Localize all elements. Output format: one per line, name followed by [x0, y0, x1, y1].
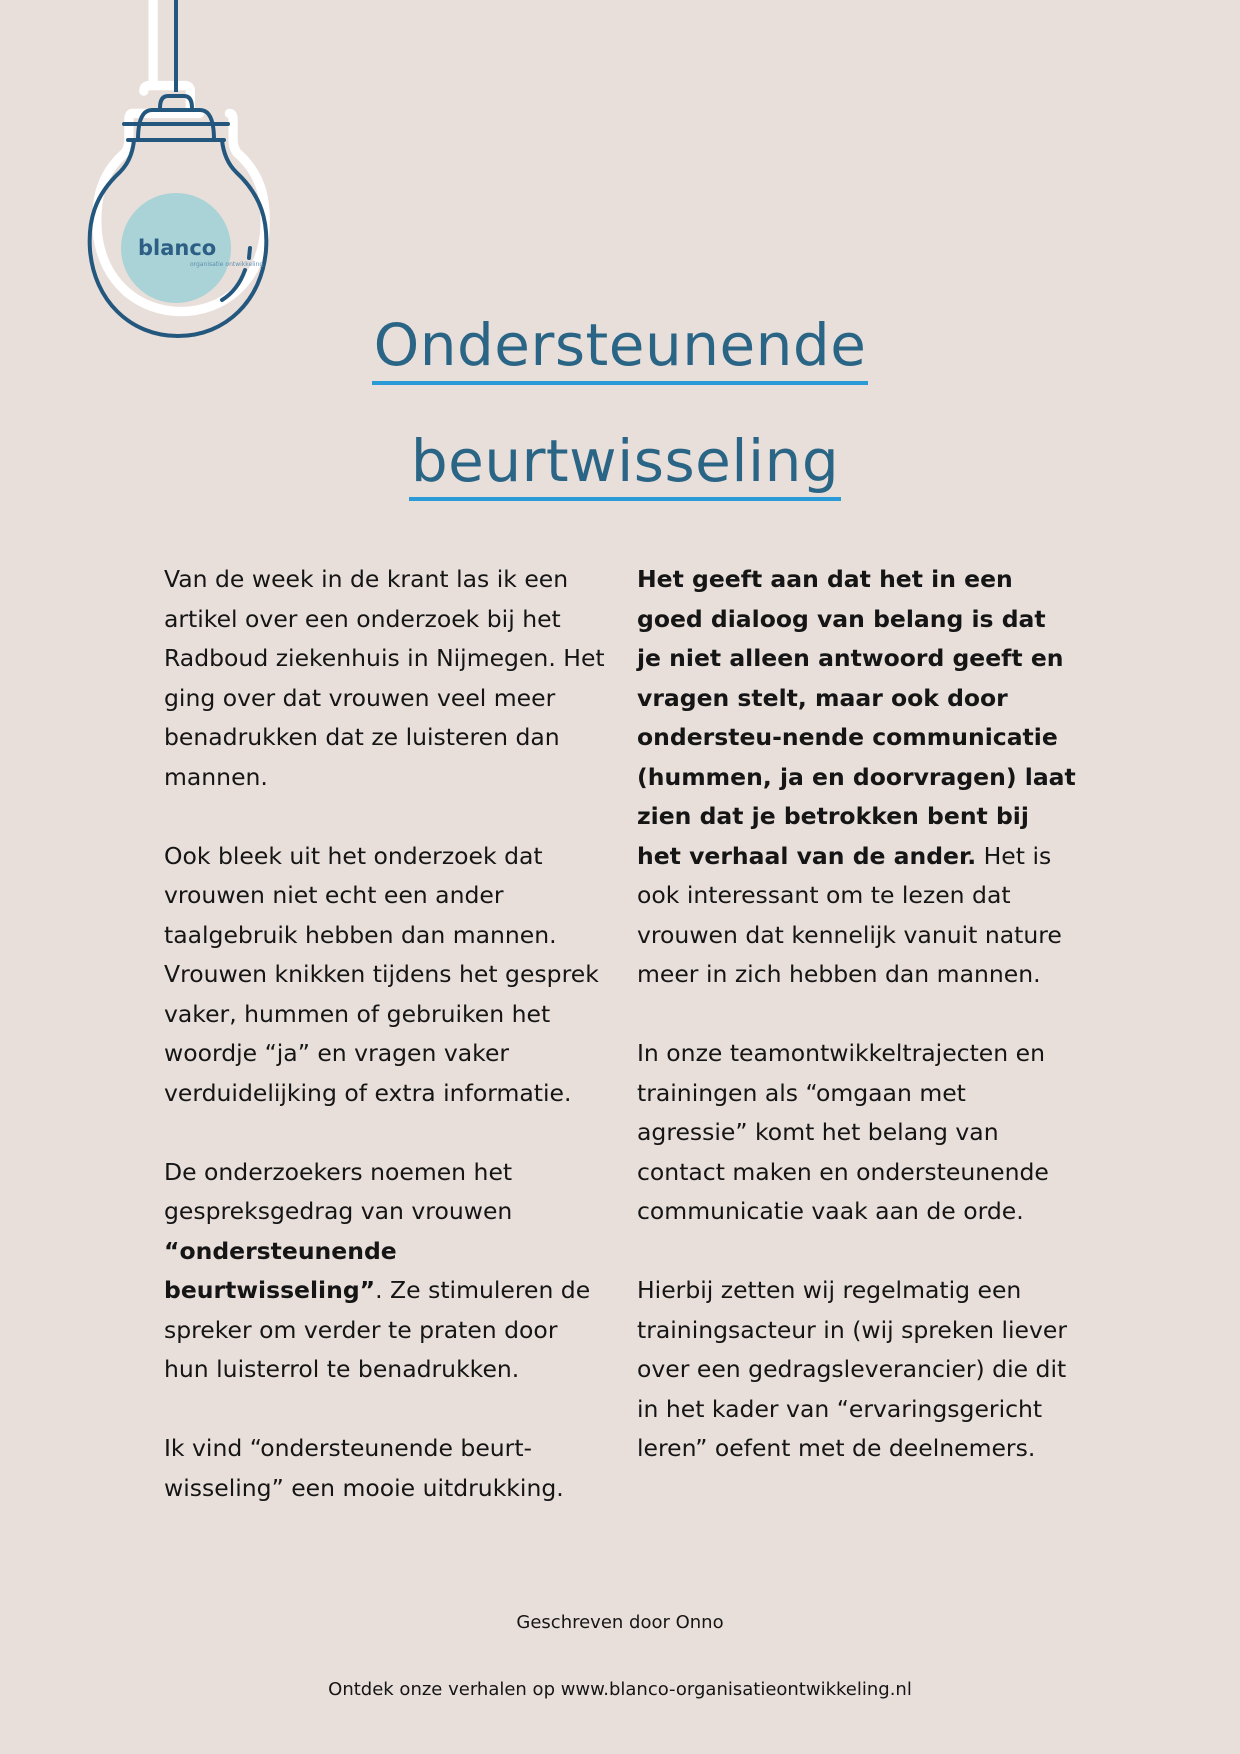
lightbulb-logo-icon	[80, 0, 280, 345]
author-credit: Geschreven door Onno	[516, 1612, 724, 1633]
left-paragraph-3-intro: De onderzoekers noemen het gespreksgedrag van vrouwen	[164, 1157, 513, 1225]
right-paragraph-2: In onze teamontwikkeltrajecten en trainingen als “omgaan met agressie” komt het belang van contact maken en ondersteunende communicatie vaak aan de orde.	[637, 1039, 1049, 1225]
left-paragraph-1: Van de week in de krant las ik een artikel over een onderzoek bij het Radboud ziekenhuis in Nijmegen. Het ging over dat vrouwen veel meer benadrukken dat ze luisteren dan mannen.	[164, 565, 605, 791]
page-title	[0, 295, 1240, 511]
footer-link-text: Ontdek onze verhalen op www.blanco-organisatieontwikkeling.nl	[328, 1679, 912, 1700]
right-paragraph-1-rest: Het is ook interessant om te lezen dat vrouwen dat kennelijk vanuit nature meer in zich hebben dan mannen.	[637, 841, 1062, 988]
left-paragraph-3	[164, 1153, 609, 1390]
title-line-1: Ondersteunende	[372, 309, 869, 385]
right-paragraph-3: Hierbij zetten wij regelmatig een trainingsacteur in (wij spreken liever over een gedragsleverancier) die dit in het kader van “ervaringsgericht leren” oefent met de deelnemers.	[637, 1276, 1068, 1462]
title-line-2: beurtwisseling	[409, 425, 841, 501]
logo-text: blanco	[138, 236, 217, 260]
right-column	[637, 560, 1077, 1508]
right-paragraph-1	[637, 560, 1077, 995]
left-paragraph-3-emphasis: “ondersteunende beurtwisseling”	[164, 1236, 397, 1304]
logo-subtext: organisatie ontwikkeling	[190, 261, 264, 268]
left-paragraph-3-rest: . Ze stimuleren de spreker om verder te praten door hun luisterrol te benadrukken.	[164, 1276, 591, 1383]
left-paragraph-2: Ook bleek uit het onderzoek dat vrouwen niet echt een ander taalgebruik hebben dan mannen. Vrouwen knikken tijdens het gesprek vaker, hummen of gebruiken het woordje “ja” en vragen vaker verduidelijking of extra informatie.	[164, 841, 599, 1107]
right-paragraph-1-emphasis: Het geeft aan dat het in een goed dialoog van belang is dat je niet alleen antwoord geeft en vragen stelt, maar ook door ondersteu-nende communicatie (hummen, ja en doorvragen) laat zien dat je betrokken bent bij het verhaal van de ander.	[637, 565, 1076, 870]
left-paragraph-4: Ik vind “ondersteunende beurt-wisseling” een mooie uitdrukking.	[164, 1434, 564, 1502]
left-column	[164, 560, 609, 1548]
